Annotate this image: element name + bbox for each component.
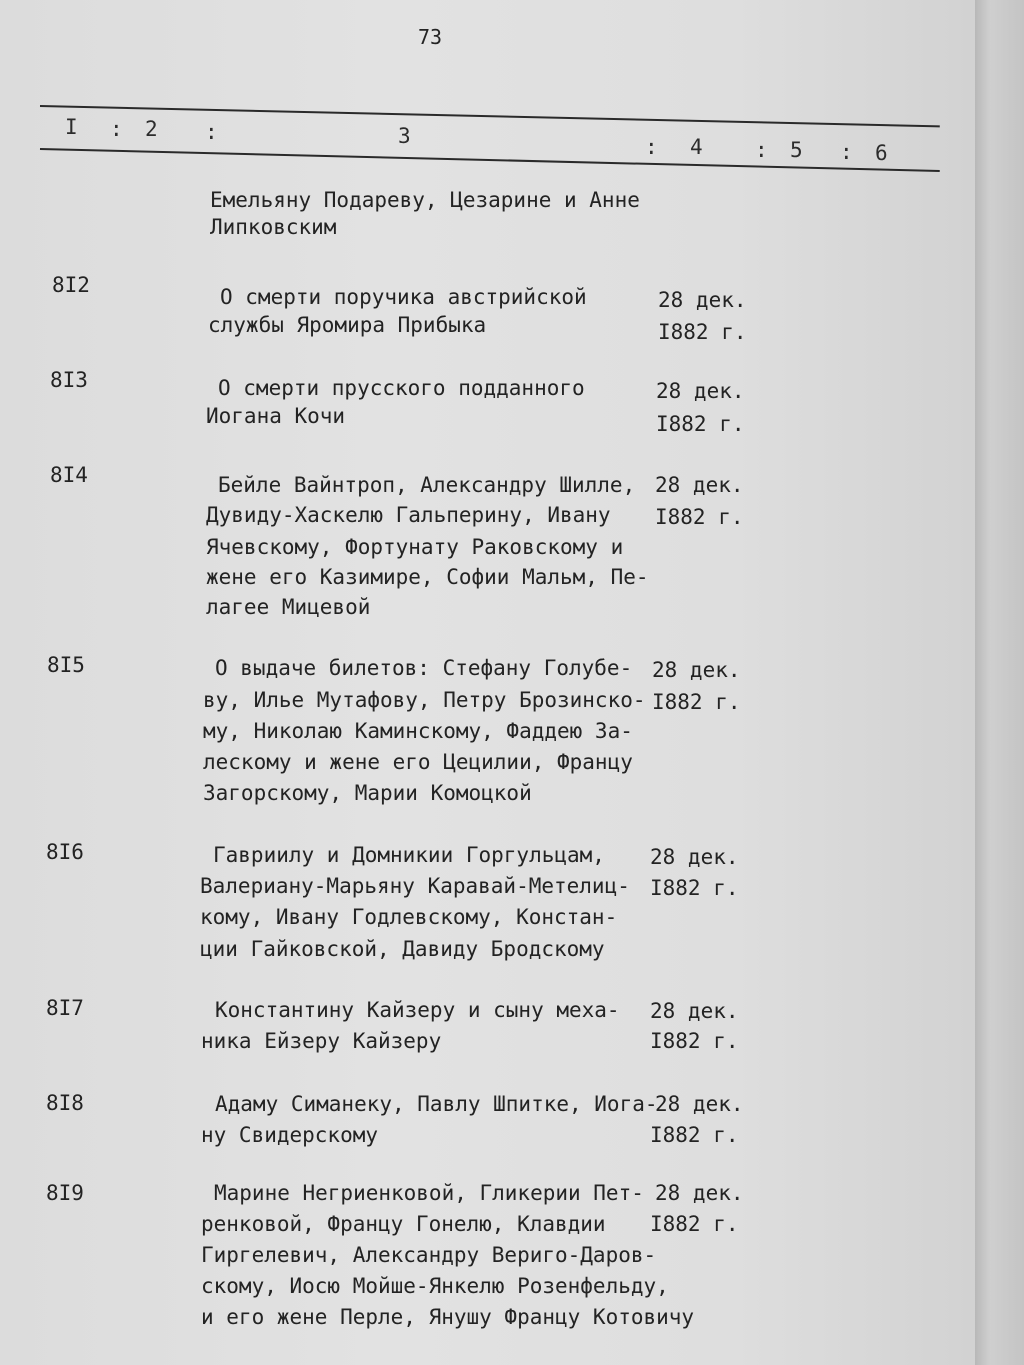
header-separator: : bbox=[110, 117, 123, 141]
entry-line: жене его Казимире, Софии Мальм, Пе- bbox=[206, 565, 649, 589]
entry-line: Бейле Вайнтроп, Александру Шилле, bbox=[218, 473, 636, 497]
entry-year: I882 г. bbox=[655, 505, 744, 529]
entry-line: Валериану-Марьяну Каравай-Метелиц- bbox=[200, 874, 630, 898]
continuation-line: Липковским bbox=[210, 215, 337, 239]
entry-date: 28 дек. bbox=[658, 288, 747, 312]
header-separator: : bbox=[205, 120, 218, 144]
entry-year: I882 г. bbox=[650, 1123, 739, 1147]
entry-line: му, Николаю Каминскому, Фаддею За- bbox=[203, 719, 633, 743]
entry-date: 28 дек. bbox=[652, 658, 741, 682]
entry-number: 8I2 bbox=[52, 273, 90, 297]
entry-line: Загорскому, Марии Комоцкой bbox=[203, 781, 532, 805]
entry-line: лагее Мицевой bbox=[206, 595, 371, 619]
entry-line: Дувиду-Хаскелю Гальперину, Ивану bbox=[206, 503, 611, 527]
entry-line: скому, Иосю Мойше-Янкелю Розенфельду, bbox=[201, 1274, 669, 1298]
entry-date: 28 дек. bbox=[650, 999, 739, 1023]
entry-year: I882 г. bbox=[658, 320, 747, 344]
entry-number: 8I4 bbox=[50, 463, 88, 487]
entry-number: 8I8 bbox=[46, 1091, 84, 1115]
entry-year: I882 г. bbox=[656, 412, 745, 436]
entry-line: лескому и жене его Цецилии, Францу bbox=[203, 750, 633, 774]
entry-line: Адаму Симанеку, Павлу Шпитке, Иога- bbox=[215, 1092, 658, 1116]
entry-line: ника Ейзеру Кайзеру bbox=[201, 1029, 442, 1053]
header-col-4: 4 bbox=[690, 135, 703, 159]
entry-year: I882 г. bbox=[650, 1212, 739, 1236]
entry-number: 8I6 bbox=[46, 840, 84, 864]
entry-line: Иогана Кочи bbox=[206, 404, 346, 428]
entry-year: I882 г. bbox=[652, 690, 741, 714]
entry-date: 28 дек. bbox=[656, 379, 745, 403]
entry-line: Ячевскому, Фортунату Раковскому и bbox=[206, 535, 624, 559]
entry-line: и его жене Перле, Янушу Францу Котовичу bbox=[201, 1305, 695, 1329]
entry-year: I882 г. bbox=[650, 1029, 739, 1053]
header-col-2: 2 bbox=[145, 117, 158, 141]
entry-line: О смерти поручика австрийской bbox=[220, 285, 587, 309]
header-separator: : bbox=[645, 135, 658, 159]
entry-number: 8I3 bbox=[50, 368, 88, 392]
header-bottom-rule bbox=[40, 148, 940, 172]
entry-line: Константину Кайзеру и сыну меха- bbox=[215, 998, 620, 1022]
entry-date: 28 дек. bbox=[655, 473, 744, 497]
entry-line: О выдаче билетов: Стефану Голубе- bbox=[215, 656, 633, 680]
header-separator: : bbox=[755, 138, 768, 162]
entry-line: Гиргелевич, Александру Вериго-Даров- bbox=[201, 1243, 657, 1267]
entry-date: 28 дек. bbox=[655, 1181, 744, 1205]
entry-line: ренковой, Францу Гонелю, Клавдии bbox=[201, 1212, 606, 1236]
entry-number: 8I5 bbox=[47, 653, 85, 677]
page-number: 73 bbox=[418, 25, 443, 49]
entry-line: О смерти прусского подданного bbox=[218, 376, 585, 400]
entry-line: ну Свидерскому bbox=[201, 1123, 379, 1147]
entry-line: ву, Илье Мутафову, Петру Брозинско- bbox=[203, 688, 646, 712]
header-separator: : bbox=[840, 140, 853, 164]
entry-line: службы Яромира Прибыка bbox=[208, 313, 487, 337]
entry-date: 28 дек. bbox=[650, 845, 739, 869]
page-edge bbox=[975, 0, 1024, 1365]
header-col-5: 5 bbox=[790, 138, 803, 162]
entry-line: ции Гайковской, Давиду Бродскому bbox=[200, 937, 605, 961]
entry-line: Марине Негриенковой, Гликерии Пет- bbox=[214, 1181, 644, 1205]
entry-date: 28 дек. bbox=[655, 1092, 744, 1116]
continuation-line: Емельяну Подареву, Цезарине и Анне bbox=[210, 188, 640, 212]
header-col-3: 3 bbox=[398, 124, 411, 148]
entry-number: 8I9 bbox=[46, 1181, 84, 1205]
entry-line: Гавриилу и Домникии Горгульцам, bbox=[213, 843, 605, 867]
header-col-6: 6 bbox=[875, 141, 888, 165]
header-top-rule bbox=[40, 105, 940, 127]
entry-line: кому, Ивану Годлевскому, Констан- bbox=[200, 905, 618, 929]
entry-number: 8I7 bbox=[46, 996, 84, 1020]
entry-year: I882 г. bbox=[650, 876, 739, 900]
header-col-1: I bbox=[65, 115, 78, 139]
